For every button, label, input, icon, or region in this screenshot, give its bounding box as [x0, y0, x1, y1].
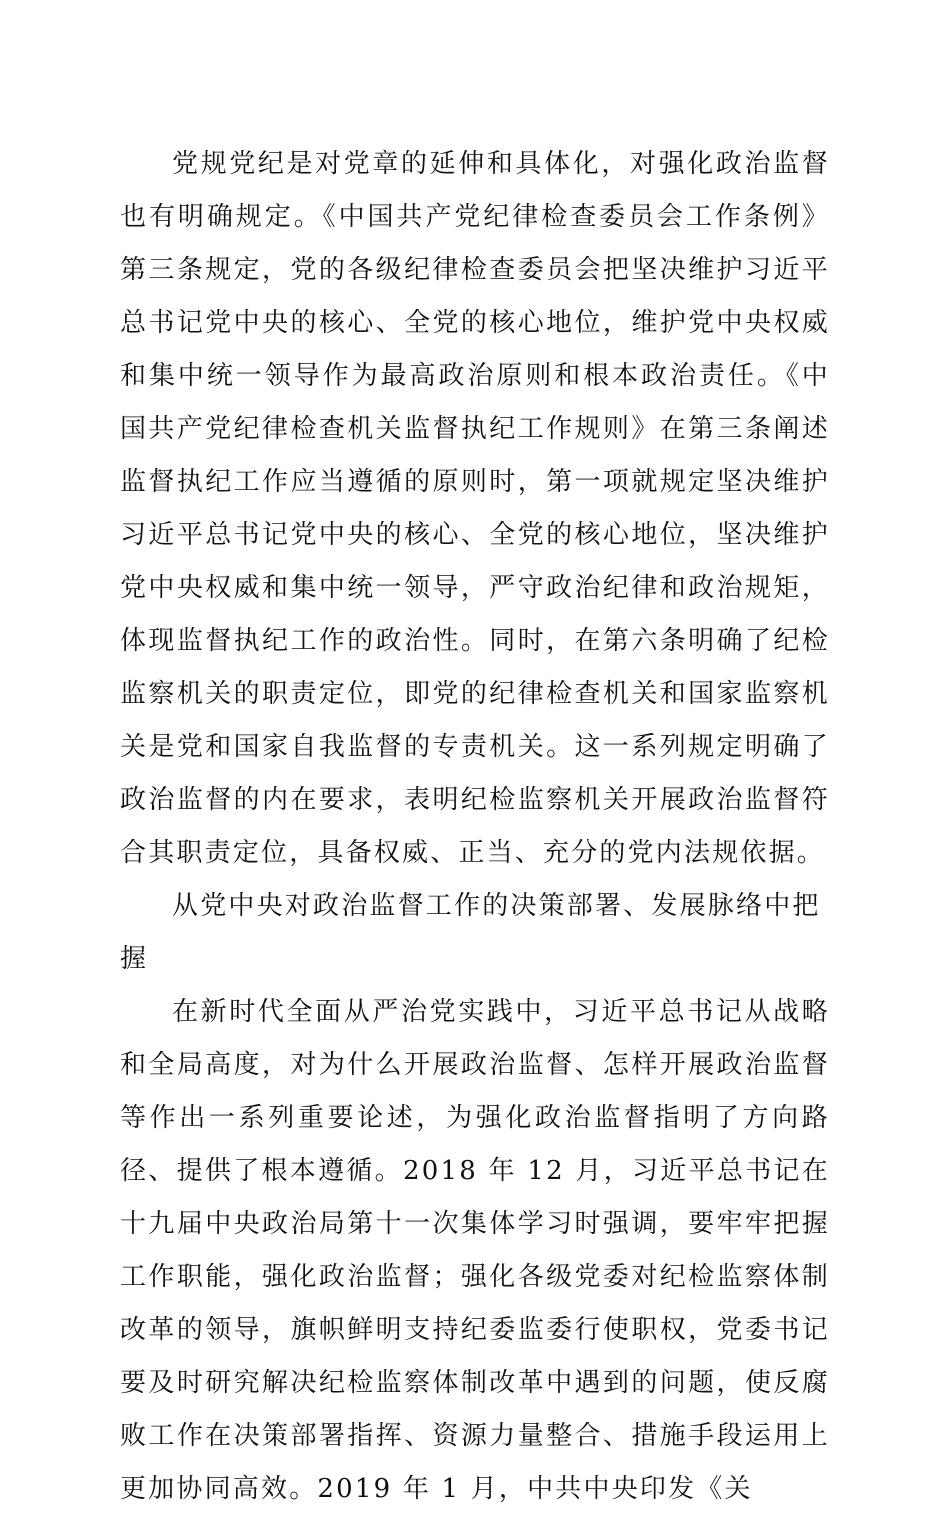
section-subheading: 从党中央对政治监督工作的决策部署、发展脉络中把握 — [120, 891, 821, 974]
paragraph-intra-party-regulations: 党规党纪是对党章的延伸和具体化，对强化政治监督也有明确规定。《中国共产党纪律检查委员会工作条例》第三条规定，党的各级纪律检查委员会把坚决维护习近平总书记党中央的核心、全党的核心地位，维护党中央权威和集中统一领导作为最高政治原则和根本政治责任。《中国共产党纪律检查机关监督执纪工作规则》在第三条阐述监督执纪工作应当遵循的原则时，第一项就规定坚决维护习近平总书记党中央的核心、全党的核心地位，坚决维护党中央权威和集中统一领导，严守政治纪律和政治规矩，体现监督执纪工作的政治性。同时，在第六条明确了纪检监察机关的职责定位，即党的纪律检查机关和国家监察机关是党和国家自我监督的专责机关。这一系列规定明确了政治监督的内在要求，表明纪检监察机关开展政治监督符合其职责定位，具备权威、正当、充分的党内法规依据。 — [120, 149, 830, 868]
document-body — [120, 138, 830, 1516]
paragraph-central-decisions: 在新时代全面从严治党实践中，习近平总书记从战略和全局高度，对为什么开展政治监督、怎样开展政治监督等作出一系列重要论述，为强化政治监督指明了方向路径、提供了根本遵循。2018 年 12 月，习近平总书记在十九届中央政治局第十一次集体学习时强调，要牢牢把握工作职能，强化政治监督；强化各级党委对纪检监察体制改革的领导，旗帜鲜明支持纪委监委行使职权，党委书记要及时研究解决纪检监察体制改革中遇到的问题，使反腐败工作在决策部署指挥、资源力量整合、措施手段运用上更加协同高效。2019 年 1 月，中共中央印发《关 — [120, 997, 830, 1504]
